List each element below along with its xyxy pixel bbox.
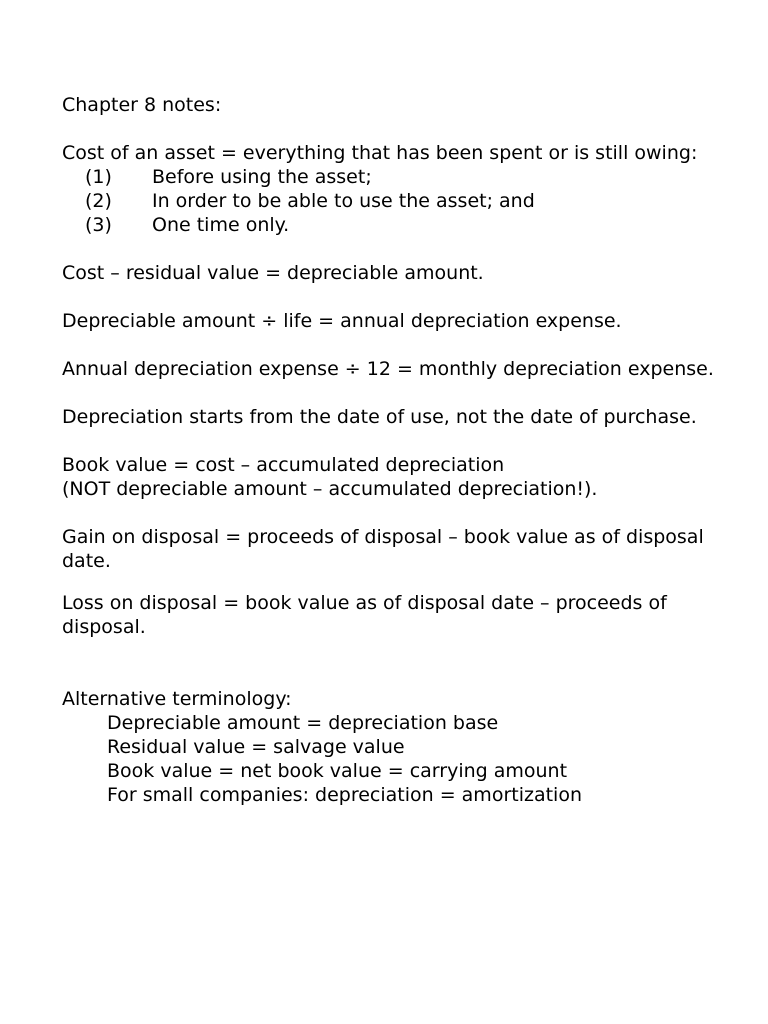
list-text: One time only.: [152, 214, 290, 236]
depreciation-start-note: Depreciation starts from the date of use, not the date of purchase.: [62, 406, 697, 428]
cost-definition-intro: Cost of an asset = everything that has been spent or is still owing:: [62, 142, 698, 164]
loss-on-disposal: Loss on disposal = book value as of disposal date – proceeds of disposal.: [62, 592, 667, 638]
formula-monthly-expense: Annual depreciation expense ÷ 12 = monthly depreciation expense.: [62, 358, 714, 380]
spacer: [62, 117, 722, 141]
list-text: In order to be able to use the asset; and: [152, 190, 535, 212]
list-number: (2): [85, 190, 112, 212]
spacer: [62, 501, 722, 525]
terminology-item: Book value = net book value = carrying amount: [107, 760, 568, 782]
spacer: [62, 429, 722, 453]
spacer: [62, 285, 722, 309]
spacer: [62, 639, 722, 687]
spacer: [62, 573, 722, 591]
gain-on-disposal: Gain on disposal = proceeds of disposal – book value as of disposal date.: [62, 526, 704, 572]
list-text: Before using the asset;: [152, 166, 372, 188]
cost-list-item: [62, 213, 722, 237]
page-heading: Chapter 8 notes:: [62, 94, 222, 116]
terminology-item: Residual value = salvage value: [107, 736, 405, 758]
alternative-terminology-heading: Alternative terminology:: [62, 688, 292, 710]
list-number: (3): [85, 214, 112, 236]
book-value-line1: Book value = cost – accumulated depreciation: [62, 454, 505, 476]
cost-list-item: [62, 189, 722, 213]
formula-depreciable-amount: Cost – residual value = depreciable amount.: [62, 262, 484, 284]
terminology-item: For small companies: depreciation = amortization: [107, 784, 582, 806]
notes-page: [62, 93, 722, 807]
formula-annual-expense: Depreciable amount ÷ life = annual depreciation expense.: [62, 310, 622, 332]
spacer: [62, 237, 722, 261]
spacer: [62, 381, 722, 405]
terminology-item: Depreciable amount = depreciation base: [107, 712, 499, 734]
book-value-line2: (NOT depreciable amount – accumulated depreciation!).: [62, 478, 598, 500]
spacer: [62, 333, 722, 357]
list-number: (1): [85, 166, 112, 188]
cost-list-item: [62, 165, 722, 189]
